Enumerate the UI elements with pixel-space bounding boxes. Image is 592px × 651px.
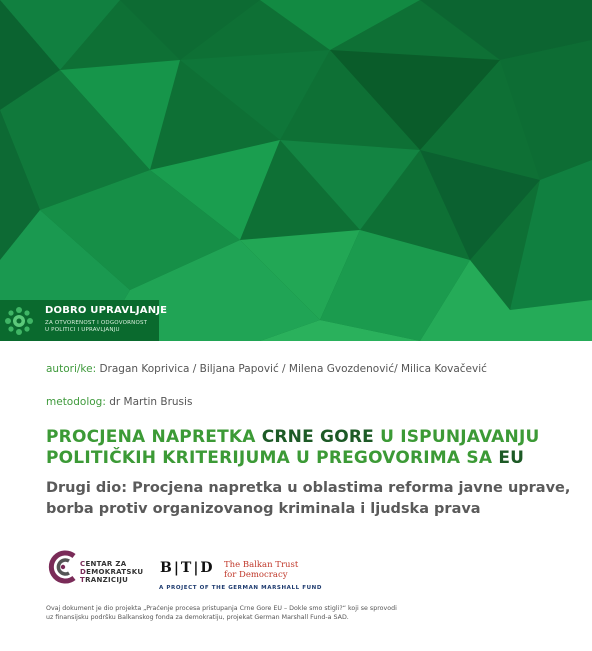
cdt-word: RANZICIJU	[85, 576, 129, 584]
footnote	[46, 604, 397, 622]
cdt-line-2	[80, 568, 143, 576]
badge-subtitle-line-2: U POLITICI I UPRAVLJANJU	[45, 327, 120, 333]
btd-name-line-1: The Balkan Trust	[224, 560, 299, 570]
methodology-label: metodolog:	[46, 396, 106, 408]
badge-subtitle	[45, 320, 147, 334]
authors-label: autori/ke:	[46, 363, 97, 375]
methodology-name: dr Martin Brusis	[109, 396, 193, 408]
document-title	[46, 427, 540, 469]
cdt-line-1	[80, 560, 143, 568]
title-segment: PROCJENA NAPRETKA	[46, 427, 262, 447]
document-subtitle	[46, 478, 570, 520]
footnote-line-2: uz finansijsku podršku Balkanskog fonda za demokratiju, projekat German Marshall Fund-a SAD.	[46, 614, 349, 621]
authors-names: Dragan Koprivica / Biljana Papović / Milena Gvozdenović/ Milica Kovačević	[99, 363, 487, 375]
cdt-line-3	[80, 576, 143, 584]
cdt-initial: T	[80, 576, 86, 584]
cdt-initial: C	[80, 560, 86, 568]
btd-project-tagline: A PROJECT OF THE GERMAN MARSHALL FUND	[159, 585, 323, 591]
footnote-line-1: Ovaj dokument je dio projekta „Praćenje procesa pristupanja Crne Gore EU – Dokle smo stigli?“ koji se sprovodi	[46, 605, 397, 612]
btd-logo-letters: B|T|D	[160, 560, 215, 576]
program-badge	[0, 300, 168, 341]
cdt-initial: D	[80, 568, 87, 576]
title-segment-highlight: CRNE GORE	[261, 427, 374, 447]
title-line-2	[46, 448, 540, 469]
btd-name-line-2: for Democracy	[224, 570, 288, 580]
title-segment: U ISPUNJAVANJU	[373, 427, 540, 447]
cdt-name	[80, 560, 143, 584]
subtitle-line-2: borba protiv organizovanog kriminala i ljudska prava	[46, 501, 481, 517]
btd-name	[224, 560, 298, 580]
gear-flower-icon	[3, 305, 35, 337]
title-segment-highlight: EU	[498, 448, 525, 468]
authors-line	[46, 363, 487, 375]
badge-title: DOBRO UPRAVLJANJE	[45, 305, 168, 316]
title-segment: POLITIČKIH KRITERIJUMA U PREGOVORIMA SA	[46, 448, 499, 468]
cdt-word: ENTAR ZA	[85, 560, 127, 568]
cdt-word: EMOKRATSKU	[86, 568, 144, 576]
title-line-1	[46, 427, 540, 448]
badge-subtitle-line-1: ZA OTVORENOST I ODGOVORNOST	[45, 320, 148, 326]
methodology-line	[46, 396, 192, 408]
cdt-logo-icon	[46, 548, 80, 586]
subtitle-line-1: Drugi dio: Procjena napretka u oblastima reforma javne uprave,	[46, 480, 571, 496]
